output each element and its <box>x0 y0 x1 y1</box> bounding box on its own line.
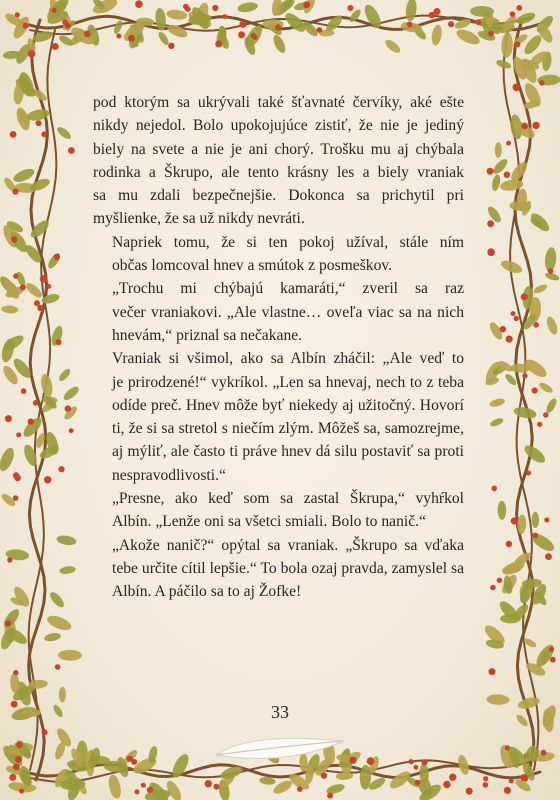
leaf <box>489 397 506 408</box>
text-line: Albín. A páčilo sa to aj Žofke! <box>112 583 302 601</box>
leaf <box>48 590 67 610</box>
text-line: aj mýliť, ale často ti práve hnev dá silu postaviť sa proti <box>112 443 464 461</box>
berry <box>506 336 513 343</box>
berry <box>23 23 29 29</box>
berry <box>212 5 218 11</box>
text-line: Vraniak si všimol, ako sa Albín zháčil: „Ale veď to <box>112 350 464 368</box>
berry <box>516 5 522 11</box>
berry <box>15 12 20 17</box>
berry <box>9 774 16 781</box>
berry <box>504 787 511 794</box>
berry <box>41 131 47 137</box>
berry <box>511 517 518 524</box>
berry <box>514 41 520 47</box>
berry <box>5 620 11 626</box>
berry <box>297 786 303 792</box>
berry <box>68 147 75 154</box>
berry <box>521 293 528 300</box>
paragraph <box>93 347 464 487</box>
berry <box>504 172 510 178</box>
leaf <box>454 27 481 48</box>
leaf <box>489 417 504 428</box>
leaf <box>157 30 171 46</box>
berry <box>84 31 91 38</box>
berry <box>55 664 61 670</box>
berry <box>544 518 549 523</box>
text-line: občas lomcoval hnev a smútok z posmeškov. <box>112 257 393 275</box>
berry <box>448 21 454 27</box>
leaf <box>11 166 36 184</box>
berry <box>54 254 60 260</box>
berry <box>532 387 538 393</box>
berry <box>532 122 539 129</box>
berry <box>521 774 528 781</box>
berry <box>487 220 494 227</box>
leaf <box>46 251 62 270</box>
berry <box>526 470 531 475</box>
berry <box>414 765 419 770</box>
leaf <box>544 247 557 272</box>
berry <box>489 668 496 675</box>
leaf <box>430 24 443 46</box>
berry <box>407 22 413 28</box>
berry <box>545 553 552 560</box>
berry <box>347 5 353 11</box>
leaf <box>62 384 81 402</box>
feather-ornament <box>210 725 350 785</box>
berry <box>521 123 528 130</box>
text-line: nespravodlivosti.“ <box>112 466 226 484</box>
leaf <box>500 614 521 623</box>
berry <box>421 759 427 765</box>
leaf <box>24 281 44 300</box>
berry <box>15 756 22 763</box>
berry <box>20 284 26 290</box>
leaf <box>532 283 548 295</box>
text-line: pod ktorým sa ukrývali také šťavnaté červíky, aké ešte <box>93 94 464 111</box>
berry <box>13 273 18 278</box>
leaf <box>522 442 548 465</box>
berry <box>141 783 146 788</box>
leaf <box>1 305 19 314</box>
text-line: sa mu zdali bezpečnejšie. Dokonca sa prichytil pri <box>93 187 464 205</box>
berry <box>548 268 554 274</box>
text-line: rodinka a Škrupo, ale tento krásny les a biely vraniak <box>93 163 464 181</box>
text-line: je prirodzené!“ vykríkol. „Len sa hnevaj, nech to z teba <box>112 373 464 391</box>
text-line: hnevám,“ priznal sa nečakane. <box>112 326 303 344</box>
leaf <box>166 9 188 21</box>
leaf <box>56 534 77 546</box>
berry <box>14 475 21 482</box>
berry <box>449 774 456 781</box>
leaf <box>501 32 514 58</box>
berry <box>238 31 245 38</box>
leaf <box>513 405 538 420</box>
berry <box>532 533 538 539</box>
leaf <box>59 565 76 575</box>
berry <box>349 757 356 764</box>
berry <box>488 31 494 37</box>
berry <box>65 23 71 29</box>
berry <box>415 780 421 786</box>
berry <box>533 322 539 328</box>
leaf <box>383 37 402 55</box>
berry <box>506 541 512 547</box>
berry <box>367 757 375 765</box>
text-line: „Akože nanič?“ opýtal sa vraniak. „Škrupo sa vďaka <box>112 536 464 554</box>
berry <box>514 316 519 321</box>
berry <box>549 647 554 652</box>
berry <box>13 764 20 771</box>
berry <box>135 789 140 794</box>
leaf <box>107 774 123 800</box>
berry <box>52 8 57 13</box>
berry <box>33 400 39 406</box>
leaf <box>405 0 418 22</box>
leaf <box>545 315 560 336</box>
berry <box>275 24 281 30</box>
berry <box>483 776 488 781</box>
berry <box>317 27 323 33</box>
berry <box>65 406 71 412</box>
leaf <box>491 174 502 192</box>
berry <box>52 43 59 50</box>
berry <box>466 788 473 795</box>
leaf <box>62 404 79 421</box>
berry <box>522 373 527 378</box>
leaf <box>544 397 558 414</box>
berry <box>222 14 227 19</box>
berry <box>303 1 310 8</box>
berry <box>185 6 191 12</box>
berry <box>487 248 495 256</box>
berry <box>36 120 42 126</box>
berry <box>543 412 548 417</box>
paragraph <box>93 277 464 347</box>
berry <box>541 750 547 756</box>
berry <box>491 486 497 492</box>
berry <box>16 742 23 749</box>
leaf <box>22 443 40 468</box>
berry <box>443 781 450 788</box>
berry <box>215 41 222 48</box>
berry <box>251 33 257 39</box>
leaf <box>45 613 73 633</box>
berry <box>409 759 414 764</box>
berry <box>476 19 482 25</box>
text-line: „Presne, ako keď som sa zastal Škrupa,“ vyhŕkol <box>112 490 464 508</box>
berry <box>58 466 64 472</box>
text-line: biely na svete a nie je ani chorý. Trošku mu aj chýbala <box>93 140 464 158</box>
berry <box>483 782 489 788</box>
paragraph <box>93 91 464 231</box>
berry <box>116 34 121 39</box>
leaf <box>497 501 506 520</box>
leaf <box>538 381 554 395</box>
text-line: Napriek tomu, že si ten pokoj užíval, stále ním <box>112 233 464 251</box>
berry <box>56 339 62 345</box>
berry <box>37 305 43 311</box>
leaf <box>0 446 17 473</box>
leaf <box>44 632 62 643</box>
berry <box>42 729 48 735</box>
berry <box>147 787 153 793</box>
text-line: „Trochu mi chýbajú kamaráti,“ zveril sa raz <box>112 280 464 298</box>
berry <box>12 189 18 195</box>
berry <box>510 11 516 17</box>
leaf <box>55 125 72 141</box>
leaf <box>15 270 27 287</box>
leaf <box>58 650 82 661</box>
story-text <box>93 91 464 604</box>
berry <box>21 388 27 394</box>
berry <box>5 415 12 422</box>
leaf <box>112 19 123 35</box>
text-line: odíde preč. Hnev môže byť niekedy aj užitočný. Hovorí <box>112 396 464 414</box>
berry <box>537 422 542 427</box>
berry <box>69 428 74 433</box>
berry <box>28 419 34 425</box>
paragraph <box>93 231 464 278</box>
page-number: 33 <box>271 702 289 722</box>
berry <box>168 43 174 49</box>
berry <box>11 236 17 242</box>
berry <box>13 670 18 675</box>
berry <box>497 578 502 583</box>
text-line: tebe určite cítil lepšie.“ To bola ozaj pravda, zamyslel sa <box>112 559 464 577</box>
leaf <box>271 33 288 54</box>
leaf <box>39 373 54 398</box>
berry <box>487 168 494 175</box>
berry <box>506 141 511 146</box>
leaf <box>532 512 540 529</box>
berry <box>511 311 516 316</box>
leaf <box>515 10 537 26</box>
berry <box>490 585 496 591</box>
berry <box>13 495 19 501</box>
leaf <box>57 367 72 383</box>
berry <box>46 284 51 289</box>
paragraph <box>93 487 464 534</box>
berry <box>509 779 514 784</box>
leaf <box>470 6 494 17</box>
text-line: Albín. „Lenže oni sa všetci smiali. Bolo to nanič.“ <box>112 513 426 531</box>
berry <box>16 432 21 437</box>
text-line: večer vraniakovi. „Ale vlastne… oveľa viac sa na nich <box>112 303 464 321</box>
leaf <box>59 687 66 703</box>
berry <box>239 21 246 28</box>
text-line: myšlienke, že sa už nikdy nevráti. <box>93 210 305 228</box>
berry <box>135 0 143 8</box>
berry <box>44 476 51 483</box>
paragraph <box>93 534 464 604</box>
berry <box>28 50 36 58</box>
berry <box>19 789 24 794</box>
berry <box>539 80 544 85</box>
berry <box>127 756 133 762</box>
berry <box>327 793 333 799</box>
berry <box>550 657 556 663</box>
berry <box>10 131 17 138</box>
berry <box>7 557 12 562</box>
berry <box>434 8 441 15</box>
text-line: nikdy nejedol. Bolo upokojujúce zistiť, že nie je jediný <box>93 117 464 135</box>
berry <box>513 84 521 92</box>
leaf <box>495 142 502 158</box>
text-line: ti, že si sa stretol s niečím zlým. Môžeš sa, samozrejme, <box>112 420 464 438</box>
berry <box>40 275 48 283</box>
berry <box>128 35 135 42</box>
berry <box>505 745 510 750</box>
leaf <box>237 1 259 14</box>
berry <box>500 326 506 332</box>
